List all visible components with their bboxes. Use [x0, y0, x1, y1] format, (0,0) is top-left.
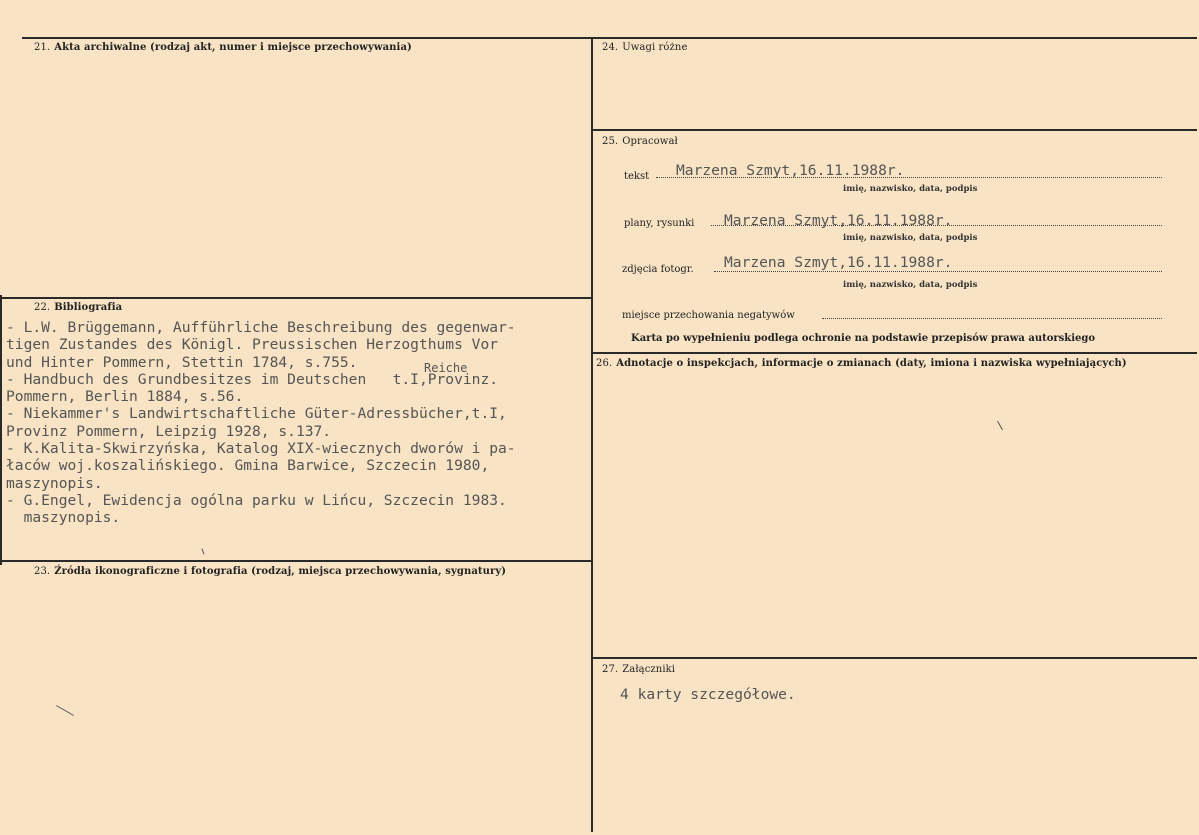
section-24-label: [602, 42, 687, 53]
bibliography-line: und Hinter Pommern, Stettin 1784, s.755.: [6, 353, 358, 371]
plany-value: Marzena Szmyt,16.11.1988r.: [724, 212, 953, 229]
top-border: [22, 37, 1197, 39]
section-22-number: 22.: [34, 302, 51, 313]
pencil-mark: [202, 549, 205, 555]
section-23-title: Źródła ikonograficzne i fotografia (rodzaj, miejsca przechowywania, sygnatury): [54, 566, 507, 577]
section-21-title: Akta archiwalne (rodzaj akt, numer i miejsce przechowywania): [54, 42, 412, 53]
section-26-label: [596, 358, 1127, 369]
section-22-label: [34, 302, 122, 313]
section-25-title: Opracował: [622, 136, 678, 147]
section-25-label: [602, 136, 678, 147]
section-26-title: Adnotacje o inspekcjach, informacje o zmianach (daty, imiona i nazwiska wypełniających): [616, 358, 1127, 369]
tekst-dotted-line: [656, 177, 1162, 178]
section-27-number: 27.: [602, 664, 619, 675]
zalaczniki-value: 4 karty szczegółowe.: [620, 686, 796, 703]
divider-22-23: [0, 560, 592, 562]
divider-26-27: [592, 657, 1197, 659]
divider-21-22: [0, 297, 592, 299]
section-23-label: [34, 566, 506, 577]
zdjecia-dotted-line: [714, 271, 1162, 272]
divider-24-25: [592, 129, 1197, 131]
bibliography-line: Provinz Pommern, Leipzig 1928, s.137.: [6, 422, 332, 440]
pencil-mark: [56, 705, 74, 716]
plany-caption: imię, nazwisko, data, podpis: [843, 233, 978, 243]
bibliography-line: - K.Kalita-Skwirzyńska, Katalog XIX-wiecznych dworów i pa-: [6, 440, 516, 458]
section-22-title: Bibliografia: [54, 302, 123, 313]
bibliography-line: łaców woj.koszalińskiego. Gmina Barwice, Szczecin 1980,: [6, 457, 490, 475]
zdjecia-caption: imię, nazwisko, data, podpis: [843, 280, 978, 290]
tekst-label: tekst: [624, 171, 650, 182]
plany-label: plany, rysunki: [624, 218, 695, 229]
tekst-caption: imię, nazwisko, data, podpis: [843, 184, 978, 194]
plany-dotted-line: [711, 225, 1162, 226]
section-25-number: 25.: [602, 136, 619, 147]
tekst-value: Marzena Szmyt,16.11.1988r.: [676, 162, 905, 179]
zdjecia-value: Marzena Szmyt,16.11.1988r.: [724, 254, 953, 271]
negatywy-label: miejsce przechowania negatywów: [622, 310, 795, 321]
section-23-number: 23.: [34, 566, 51, 577]
center-divider: [591, 37, 593, 832]
bibliography-line: Pommern, Berlin 1884, s.56.: [6, 388, 244, 406]
section-24-title: Uwagi różne: [622, 42, 688, 53]
copyright-notice: Karta po wypełnieniu podlega ochronie na podstawie przepisów prawa autorskiego: [631, 333, 1096, 344]
pencil-mark: [997, 421, 1003, 430]
bibliography-line: maszynopis.: [6, 474, 103, 492]
section-24-number: 24.: [602, 42, 619, 53]
section-21-number: 21.: [34, 42, 51, 53]
section-27-title: Załączniki: [622, 664, 676, 675]
bibliography-line: - G.Engel, Ewidencja ogólna parku w Lińcu, Szczecin 1983.: [6, 491, 507, 509]
left-edge: [0, 295, 2, 565]
bibliography-list: [6, 319, 516, 527]
bibliography-line: - L.W. Brüggemann, Aufführliche Beschreibung des gegenwar-: [6, 319, 516, 336]
divider-25-26: [592, 352, 1197, 354]
bibliography-line: maszynopis.: [6, 509, 121, 527]
negatywy-dotted-line: [822, 318, 1162, 319]
section-27-label: [602, 664, 675, 675]
bibliography-insert: Reiche: [424, 361, 468, 375]
zdjecia-label: zdjęcia fotogr.: [622, 264, 694, 275]
bibliography-line: tigen Zustandes des Königl. Preussischen Herzogthums Vor: [6, 336, 499, 354]
section-21-label: [34, 42, 412, 53]
bibliography-line: - Handbuch des Grundbesitzes im Deutschen t.I,Provinz.: [6, 370, 499, 388]
bibliography-line: - Niekammer's Landwirtschaftliche Güter-Adressbücher,t.I,: [6, 405, 507, 423]
section-26-number: 26.: [596, 358, 613, 369]
